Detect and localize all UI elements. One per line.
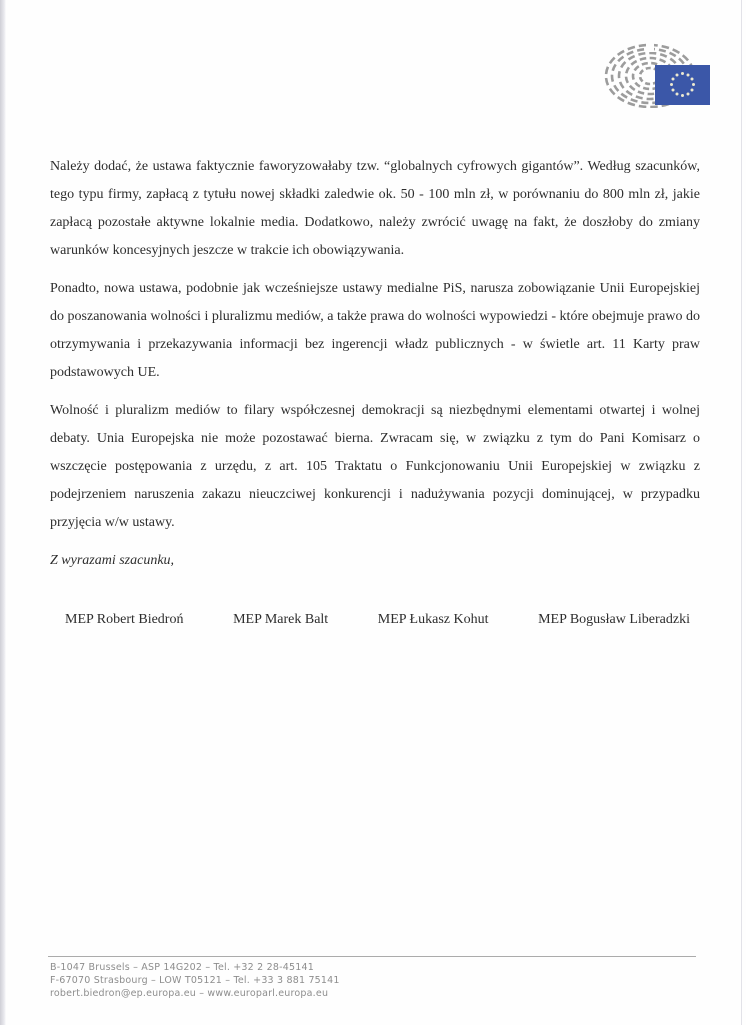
paragraph-digital-giants: Należy dodać, że ustawa faktycznie faworyzowałaby tzw. “globalnych cyfrowych gigantów”. Według szacunków, tego typu firmy, zapłacą z tytułu nowej składki zaledwie ok. 50 - 100 mln zł, w porównaniu do 800 mln zł, jakie zapłacą pozostałe aktywne lokalnie media. Dodatkowo, należy zwrócić uwagę na fakt, że doszłoby do zmiany warunków koncesyjnych jeszcze w trakcie ich obowiązywania. (50, 159, 700, 258)
signature-mep-kohut: MEP Łukasz Kohut (377, 612, 489, 627)
footer-address-brussels: B-1047 Brussels – ASP 14G202 – Tel. +32 2 28-45141 (50, 962, 314, 973)
paragraph-request-to-commissioner: Wolność i pluralizm mediów to filary współczesnej demokracji są niezbędnymi elementami otwartej i wolnej debaty. Unia Europejska nie może pozostawać bierna. Zwracam się, w związku z tym do Pani Komisarz o wszczęcie postępowania z urzędu, z art. 105 Traktatu o Funkcjonowaniu Unii Europejskiej w związku z podejrzeniem naruszenia zakazu nieuczciwej konkurencji i nadużywania pozycji dominującej, w przypadku przyjęcia w/w ustawy. (50, 403, 700, 530)
page-right-edge (741, 0, 742, 1025)
footer-divider (48, 956, 696, 957)
page-left-edge (0, 0, 6, 1025)
european-parliament-logo (603, 40, 715, 108)
signature-mep-balt: MEP Marek Balt (233, 612, 329, 627)
footer-contact-line: robert.biedron@ep.europa.eu – www.europarl.europa.eu (50, 988, 329, 999)
signature-row (65, 611, 690, 629)
paragraph-eu-obligations: Ponadto, nowa ustawa, podobnie jak wcześniejsze ustawy medialne PiS, narusza zobowiązanie Unii Europejskiej do poszanowania wolności i pluralizmu mediów, a także prawa do wolności wypowiedzi - które obejmuje prawo do otrzymywania i przekazywania informacji bez ingerencji władz publicznych - w świetle art. 11 Karty praw podstawowych UE. (50, 281, 700, 380)
signature-mep-liberadzki: MEP Bogusław Liberadzki (538, 612, 690, 627)
eu-flag-icon (655, 65, 710, 105)
hemicycle-aisle (646, 40, 654, 52)
letter-body (50, 153, 700, 629)
closing-salutation: Z wyrazami szacunku, (50, 553, 175, 568)
signature-mep-biedron: MEP Robert Biedroń (65, 612, 184, 627)
footer-address-strasbourg: F-67070 Strasbourg – LOW T05121 – Tel. +33 3 881 75141 (50, 975, 340, 986)
footer (50, 961, 340, 1000)
